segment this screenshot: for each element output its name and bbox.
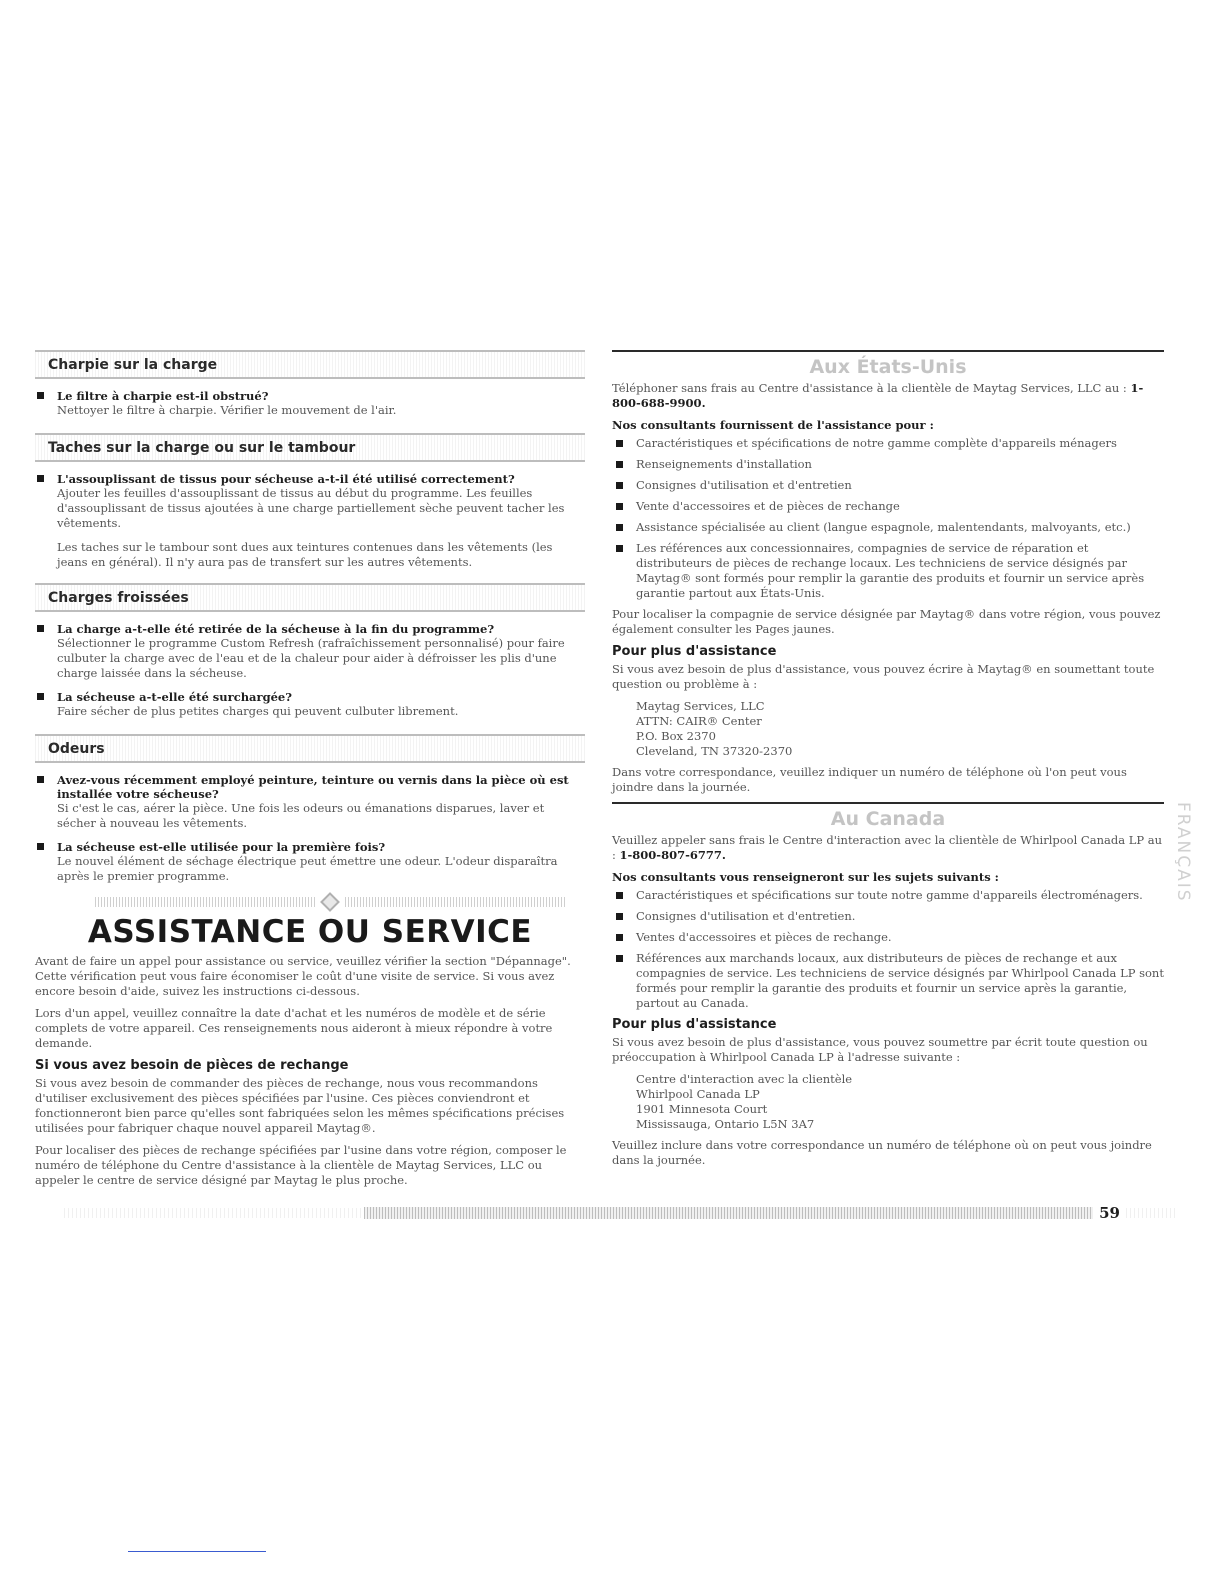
address-line: Cleveland, TN 37320-2370 (636, 744, 793, 758)
usa-closing-paragraph: Dans votre correspondance, veuillez indiquer un numéro de téléphone où l'on peut vous joindre dans la journée. (612, 765, 1127, 794)
square-bullet-icon (616, 461, 623, 468)
section-heading: Odeurs (35, 734, 585, 763)
usa-more-paragraph: Si vous avez besoin de plus d'assistance, vous pouvez écrire à Maytag® en soumettant toute question ou problème à : (612, 662, 1155, 691)
diamond-icon (320, 892, 340, 912)
question-list (35, 389, 585, 418)
parts-paragraph: Pour localiser des pièces de rechange spécifiées par l'usine dans votre région, composer le numéro de téléphone du Centre d'assistance à la clientèle de Maytag Services, LLC ou appeler le centre de service désigné par Maytag le plus proche. (35, 1143, 567, 1187)
section-heading: Charpie sur la charge (35, 350, 585, 379)
usa-locate-paragraph: Pour localiser la compagnie de service désignée par Maytag® dans votre région, vous pouvez également consulter les Pages jaunes. (612, 607, 1161, 636)
answer-text: Ajouter les feuilles d'assouplissant de tissus au début du programme. Les feuilles d'assouplissant de tissus ajoutées à une charge partiellement sèche peuvent tacher les vêtements. (57, 486, 565, 530)
troubleshooting-section-stains (35, 433, 585, 570)
usa-intro (612, 381, 1164, 411)
question-text: La sécheuse a-t-elle été surchargée? (57, 690, 292, 704)
list-item (35, 773, 585, 831)
list-item (35, 840, 585, 884)
troubleshooting-section-lint (35, 350, 585, 418)
square-bullet-icon (37, 625, 44, 632)
list-item-text: Les références aux concessionnaires, compagnies de service de réparation et distributeurs de pièces de rechange locaux. Les techniciens de service désignés par Maytag® sont formés pour remplir la garantie des produits et fournir un service après garantie partout aux États-Unis. (636, 541, 1145, 600)
list-item-text: Consignes d'utilisation et d'entretien. (636, 909, 856, 923)
question-text: La charge a-t-elle été retirée de la sécheuse à la fin du programme? (57, 622, 495, 636)
usa-phone: 1-800-688-9900. (612, 381, 1144, 410)
list-item (612, 520, 1164, 535)
list-item-text: Renseignements d'installation (636, 457, 812, 471)
list-item (612, 478, 1164, 493)
canada-closing-paragraph: Veuillez inclure dans votre correspondance un numéro de téléphone où on peut vous joindre dans la journée. (612, 1138, 1152, 1167)
language-side-label: FRANÇAIS (1173, 802, 1193, 903)
usa-list (612, 436, 1164, 601)
square-bullet-icon (37, 776, 44, 783)
address-line: Maytag Services, LLC (636, 699, 765, 713)
question-text: Le filtre à charpie est-il obstrué? (57, 389, 269, 403)
usa-section (612, 350, 1164, 795)
square-bullet-icon (37, 392, 44, 399)
square-bullet-icon (37, 843, 44, 850)
service-intro-paragraph: Lors d'un appel, veuillez connaître la date d'achat et les numéros de modèle et de série complets de votre appareil. Ces renseignements nous aideront à mieux répondre à votre demande. (35, 1006, 553, 1050)
troubleshooting-section-wrinkles (35, 583, 585, 719)
usa-lead: Nos consultants fournissent de l'assistance pour : (612, 418, 934, 432)
canada-list (612, 888, 1164, 1011)
list-item (612, 541, 1164, 601)
list-item-text: Vente d'accessoires et de pièces de rechange (636, 499, 900, 513)
list-item-text: Caractéristiques et spécifications de notre gamme complète d'appareils ménagers (636, 436, 1117, 450)
usa-more-heading: Pour plus d'assistance (612, 644, 777, 659)
page-number: 59 (1099, 1204, 1120, 1222)
address-line: P.O. Box 2370 (636, 729, 716, 743)
list-item (35, 472, 585, 531)
canada-intro (612, 833, 1164, 863)
question-text: La sécheuse est-elle utilisée pour la première fois? (57, 840, 386, 854)
canada-title: Au Canada (830, 808, 946, 830)
divider-ornament (35, 894, 585, 910)
canada-intro-text: Veuillez appeler sans frais le Centre d'interaction avec la clientèle de Whirlpool Canada LP au : (612, 833, 1162, 862)
list-item-text: Ventes d'accessoires et pièces de rechange. (636, 930, 892, 944)
usa-intro-text: Téléphoner sans frais au Centre d'assistance à la clientèle de Maytag Services, LLC au : (612, 381, 1131, 395)
list-item (35, 389, 585, 418)
canada-lead: Nos consultants vous renseigneront sur les sujets suivants : (612, 870, 999, 884)
question-text: Avez-vous récemment employé peinture, teinture ou vernis dans la pièce où est installée votre sécheuse? (57, 773, 569, 801)
list-item (612, 951, 1164, 1011)
list-item-text: Consignes d'utilisation et d'entretien (636, 478, 852, 492)
square-bullet-icon (616, 440, 623, 447)
page-footer (64, 1206, 1176, 1220)
list-item (612, 436, 1164, 451)
answer-text: Si c'est le cas, aérer la pièce. Une fois les odeurs ou émanations disparues, laver et sécher à nouveau les vêtements. (57, 801, 545, 830)
square-bullet-icon (37, 475, 44, 482)
usa-title: Aux États-Unis (809, 356, 967, 378)
square-bullet-icon (616, 503, 623, 510)
list-item (612, 499, 1164, 514)
troubleshooting-section-odors (35, 734, 585, 884)
list-item-text: Assistance spécialisée au client (langue espagnole, malentendants, malvoyants, etc.) (636, 520, 1131, 534)
square-bullet-icon (616, 545, 623, 552)
square-bullet-icon (616, 955, 623, 962)
square-bullet-icon (616, 913, 623, 920)
question-list (35, 773, 585, 884)
list-item (612, 888, 1164, 903)
canada-phone: 1-800-807-6777. (619, 848, 726, 862)
usa-address (636, 699, 1164, 759)
answer-text: Le nouvel élément de séchage électrique peut émettre une odeur. L'odeur disparaîtra après le premier programme. (57, 854, 558, 883)
page-title: ASSISTANCE OU SERVICE (87, 914, 533, 950)
address-line: Whirlpool Canada LP (636, 1087, 760, 1101)
square-bullet-icon (616, 482, 623, 489)
section-heading: Taches sur la charge ou sur le tambour (35, 433, 585, 462)
service-intro-paragraph: Avant de faire un appel pour assistance ou service, veuillez vérifier la section "Dépannage". Cette vérification peut vous faire économiser le coût d'une visite de service. Si vous avez encore besoin d'aide, suivez les instructions ci-dessous. (35, 954, 571, 998)
canada-address (636, 1072, 1164, 1132)
bottom-divider (128, 1551, 266, 1552)
address-line: Centre d'interaction avec la clientèle (636, 1072, 853, 1086)
answer-text: Sélectionner le programme Custom Refresh (rafraîchissement personnalisé) pour faire culbuter la charge avec de l'eau et de la chaleur pour aider à défroisser les plis d'une charge laissée dans la sécheuse. (57, 636, 565, 680)
list-item (35, 690, 585, 719)
canada-more-heading: Pour plus d'assistance (612, 1017, 777, 1032)
square-bullet-icon (616, 524, 623, 531)
section-heading: Charges froissées (35, 583, 585, 612)
question-list (35, 622, 585, 719)
right-column (612, 350, 1164, 1175)
question-text: L'assouplissant de tissus pour sécheuse a-t-il été utilisé correctement? (57, 472, 515, 486)
address-line: ATTN: CAIR® Center (636, 714, 762, 728)
list-item (612, 909, 1164, 924)
list-item-text: Caractéristiques et spécifications sur toute notre gamme d'appareils électroménagers. (636, 888, 1143, 902)
list-item-text: Références aux marchands locaux, aux distributeurs de pièces de rechange et aux compagnies de service. Les techniciens de service désignés par Whirlpool Canada LP sont formés pour remplir la garantie des produits et fournir un service après la garantie, partout au Canada. (636, 951, 1164, 1010)
parts-paragraph: Si vous avez besoin de commander des pièces de rechange, nous vous recommandons d'utiliser exclusivement des pièces spécifiées par l'usine. Ces pièces conviendront et fonctionneront bien parce qu'elles sont fabriquées selon les mêmes spécifications précises utilisées pour fabriquer chaque nouvel appareil Maytag®. (35, 1076, 565, 1135)
parts-heading: Si vous avez besoin de pièces de rechange (35, 1058, 349, 1073)
list-item (35, 622, 585, 681)
square-bullet-icon (37, 693, 44, 700)
list-item (612, 457, 1164, 472)
canada-section (612, 802, 1164, 1168)
note-paragraph: Les taches sur le tambour sont dues aux teintures contenues dans les vêtements (les jeans en général). Il n'y aura pas de transfert sur les autres vêtements. (57, 540, 553, 569)
address-line: 1901 Minnesota Court (636, 1102, 768, 1116)
question-list (35, 472, 585, 531)
square-bullet-icon (616, 892, 623, 899)
answer-text: Faire sécher de plus petites charges qui peuvent culbuter librement. (57, 704, 459, 718)
square-bullet-icon (616, 934, 623, 941)
canada-more-paragraph: Si vous avez besoin de plus d'assistance, vous pouvez soumettre par écrit toute question ou préoccupation à Whirlpool Canada LP à l'adresse suivante : (612, 1035, 1148, 1064)
address-line: Mississauga, Ontario L5N 3A7 (636, 1117, 815, 1131)
list-item (612, 930, 1164, 945)
left-column (35, 350, 585, 1195)
answer-text: Nettoyer le filtre à charpie. Vérifier le mouvement de l'air. (57, 403, 397, 417)
